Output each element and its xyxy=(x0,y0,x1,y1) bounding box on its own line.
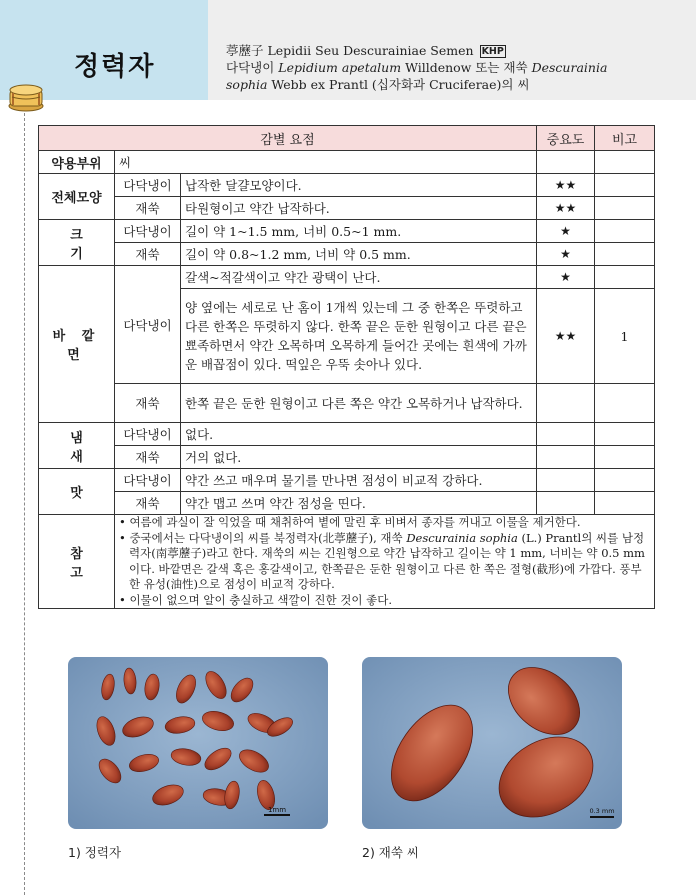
page-title: 정력자 xyxy=(74,52,156,82)
sub-label: 다닥냉이 xyxy=(115,220,181,243)
table-row xyxy=(39,220,655,243)
row-label-smell: 냄 새 xyxy=(39,423,115,469)
seed-photo-1-image xyxy=(68,657,328,829)
sub-label: 다닥냉이 xyxy=(115,266,181,384)
importance-stars: ★ xyxy=(537,266,595,289)
sub-label: 다닥냉이 xyxy=(115,423,181,446)
row-desc: 갈색~적갈색이고 약간 광택이 난다. xyxy=(181,266,537,289)
row-desc: 한쪽 끝은 둔한 원형이고 다른 쪽은 약간 오목하거나 납작하다. xyxy=(181,384,537,423)
table-row xyxy=(39,174,655,197)
species-name: Descurainia xyxy=(531,60,608,75)
remarks-value: 1 xyxy=(595,289,655,384)
note-item: • 여름에 과실이 잘 익었을 때 채취하여 볕에 말린 후 비벼서 종자를 꺼내고 이물을 제거한다. xyxy=(119,515,581,529)
note-item xyxy=(119,531,650,593)
species-name: Lepidium apetalum xyxy=(278,60,402,75)
table-row xyxy=(39,384,655,423)
importance-cell xyxy=(537,423,595,446)
photo-caption-2: 2) 재쑥 씨 xyxy=(362,845,420,860)
remarks-cell xyxy=(595,469,655,492)
seed-photo-1 xyxy=(68,657,328,829)
photo-caption-1: 1) 정력자 xyxy=(68,845,122,860)
importance-stars: ★★ xyxy=(537,174,595,197)
row-desc: 양 옆에는 세로로 난 홈이 1개씩 있는데 그 중 한쪽은 뚜렷하고 다른 한쪽은 뚜렷하지 않다. 한쪽 끝은 둔한 원형이고 다른 끝은 뾰족하면서 약간 오목하며 오목하게 들어간 곳에는 흰색에 가까운 배꼽점이 있다. 떡잎은 우뚝 솟아나 있다. xyxy=(181,289,537,384)
table-row xyxy=(39,492,655,515)
remarks-cell xyxy=(595,384,655,423)
seed-photo-2 xyxy=(362,657,622,829)
table-row xyxy=(39,266,655,289)
row-label-part: 약용부위 xyxy=(39,151,115,174)
row-label-shape: 전체모양 xyxy=(39,174,115,220)
importance-stars: ★ xyxy=(537,243,595,266)
table-header-row xyxy=(39,126,655,151)
row-desc: 거의 없다. xyxy=(181,446,537,469)
remarks-cell xyxy=(595,266,655,289)
species-name: Descurainia sophia xyxy=(406,530,518,545)
table-row xyxy=(39,151,655,174)
importance-cell xyxy=(537,151,595,174)
sub-label: 재쑥 xyxy=(115,384,181,423)
remarks-cell xyxy=(595,151,655,174)
row-desc: 없다. xyxy=(181,423,537,446)
remarks-cell xyxy=(595,446,655,469)
remarks-cell xyxy=(595,423,655,446)
row-label-surface: 바 깥 면 xyxy=(39,266,115,423)
header-line-3 xyxy=(226,76,676,93)
row-desc: 길이 약 1~1.5 mm, 너비 0.5~1 mm. xyxy=(181,220,537,243)
row-label-size: 크 기 xyxy=(39,220,115,266)
note-text: • 중국에서는 다닥냉이의 씨를 북정력자(北葶藶子), 재쑥 xyxy=(119,530,407,545)
row-desc: 씨 xyxy=(115,151,537,174)
sub-label: 재쑥 xyxy=(115,446,181,469)
remarks-cell xyxy=(595,492,655,515)
row-desc: 길이 약 0.8~1.2 mm, 너비 약 0.5 mm. xyxy=(181,243,537,266)
column-header-importance: 중요도 xyxy=(537,126,595,151)
column-header-remarks: 비고 xyxy=(595,126,655,151)
header-text: 다닥냉이 xyxy=(226,60,279,75)
sub-label: 다닥냉이 xyxy=(115,469,181,492)
sub-label: 재쑥 xyxy=(115,243,181,266)
reference-notes xyxy=(115,515,655,609)
table-row xyxy=(39,469,655,492)
specimen-header xyxy=(226,42,676,93)
note-text: (L.) Prantl의 씨를 남정력자(南葶藶子)라고 한다. 재쑥의 씨는 긴원형으로 약간 납작하고 길이는 약 1 mm, 너비는 약 0.5 mm이다. 바깥면은 갈색 혹은 홍갈색이고, 한쪽끝은 둔한 원형이고 다른 한 쪽은 절형(截形)에 가깝다. 풍부한 유성(油性)으로 점성이 비교적 강하다. xyxy=(129,530,645,591)
column-header-key-points: 감별 요점 xyxy=(39,126,537,151)
latin-name: 葶藶子 Lepidii Seu Descurainiae Semen xyxy=(226,43,474,58)
table-row xyxy=(39,423,655,446)
header-text: Willdenow 또는 재쑥 xyxy=(401,60,532,75)
scale-bar-label: 0.3 mm xyxy=(589,807,615,815)
sub-label: 다닥냉이 xyxy=(115,174,181,197)
row-desc: 타원형이고 약간 납작하다. xyxy=(181,197,537,220)
row-desc: 약간 쓰고 매우며 물기를 만나면 점성이 비교적 강하다. xyxy=(181,469,537,492)
remarks-cell xyxy=(595,174,655,197)
sub-label: 재쑥 xyxy=(115,492,181,515)
seed-photo-2-image xyxy=(362,657,622,829)
table-row xyxy=(39,197,655,220)
header-line-1 xyxy=(226,42,676,59)
table-row xyxy=(39,243,655,266)
importance-stars: ★★ xyxy=(537,197,595,220)
header-text: Webb ex Prantl (십자화과 Cruciferae)의 씨 xyxy=(267,77,530,92)
importance-cell xyxy=(537,492,595,515)
scale-bar-label: 1mm xyxy=(267,806,287,814)
note-item: • 이물이 없으며 알이 충실하고 색깔이 진한 것이 좋다. xyxy=(119,592,392,607)
remarks-cell xyxy=(595,243,655,266)
herb-bundle-icon xyxy=(6,80,46,112)
row-desc: 약간 맵고 쓰며 약간 점성을 띤다. xyxy=(181,492,537,515)
khp-badge: KHP xyxy=(481,46,504,57)
remarks-cell xyxy=(595,197,655,220)
row-desc: 납작한 달걀모양이다. xyxy=(181,174,537,197)
importance-cell xyxy=(537,384,595,423)
importance-stars: ★ xyxy=(537,220,595,243)
remarks-cell xyxy=(595,220,655,243)
margin-rule xyxy=(24,108,25,895)
importance-cell xyxy=(537,469,595,492)
sub-label: 재쑥 xyxy=(115,197,181,220)
row-label-taste: 맛 xyxy=(39,469,115,515)
table-row xyxy=(39,446,655,469)
species-name: sophia xyxy=(226,77,268,92)
header-line-2 xyxy=(226,59,676,76)
table-row xyxy=(39,515,655,609)
row-label-reference: 참 고 xyxy=(39,515,115,609)
importance-cell xyxy=(537,446,595,469)
importance-stars: ★★ xyxy=(537,289,595,384)
identification-table xyxy=(38,125,655,609)
